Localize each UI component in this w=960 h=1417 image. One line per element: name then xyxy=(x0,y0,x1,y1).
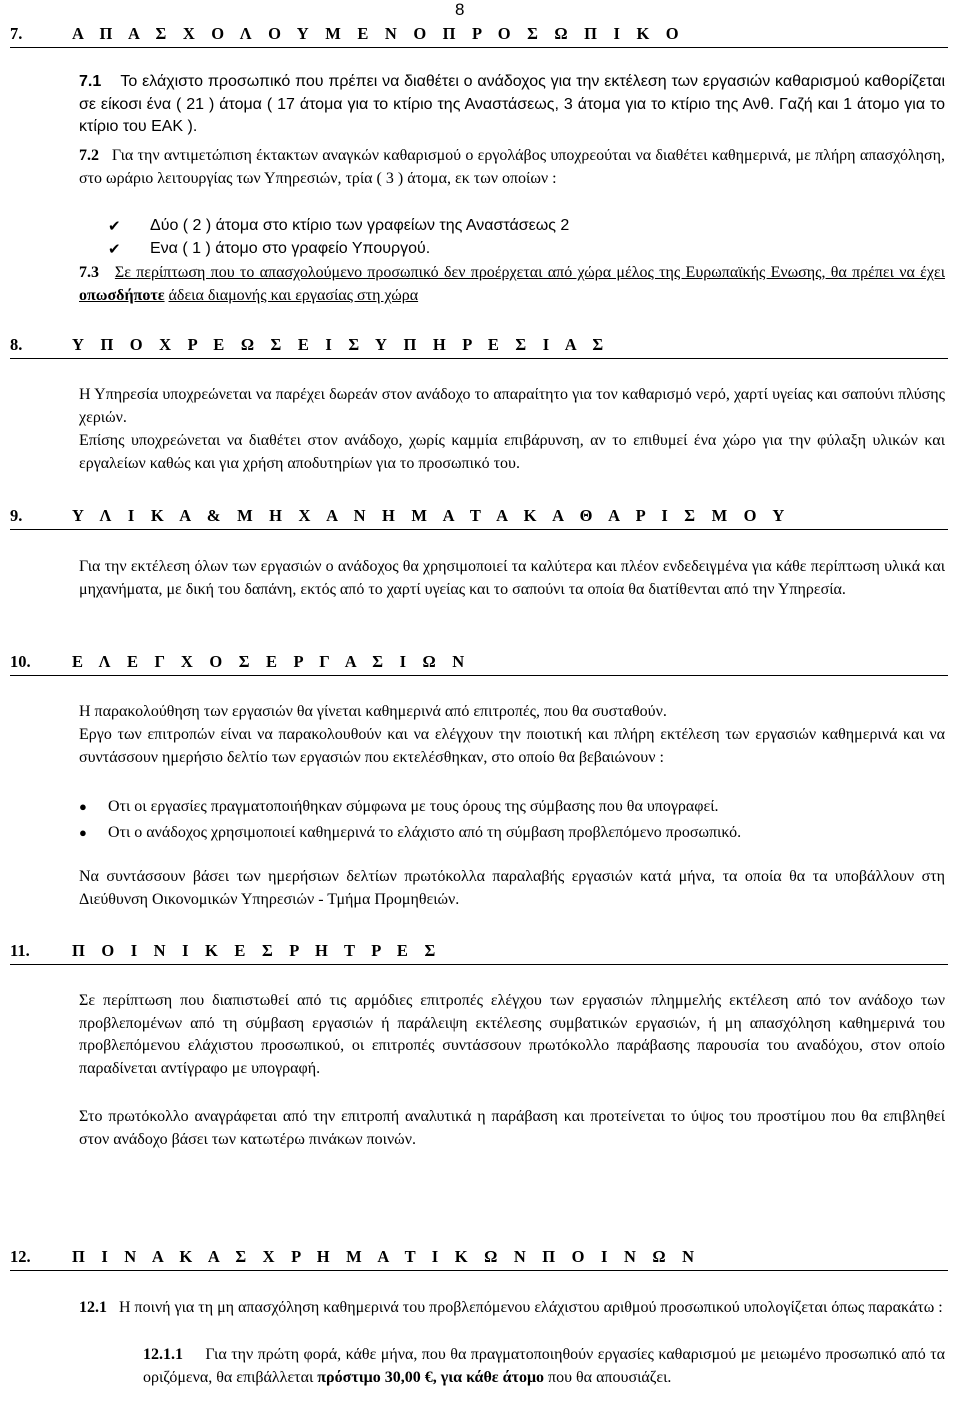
paragraph-12-1-1-number: 12.1.1 xyxy=(143,1346,183,1363)
paragraph-10-3: Να συντάσσουν βάσει των ημερήσιων δελτίων πρωτόκολλα παραλαβής εργασιών κατά μήνα, τα οποία θα τα υποβάλλουν στη Διεύθυνση Οικονομικών Υπηρεσιών - Τμήμα Προμηθειών. xyxy=(79,868,945,908)
paragraph-8-2: Επίσης υποχρεώνεται να διαθέτει στον ανάδοχο, χωρίς καμμία επιβάρυνση, αν το επιθυμεί ένα χώρο για την φύλαξη υλικών και εργαλείων καθώς και για χρήση αποδυτηρίων για το προσωπικό του. xyxy=(79,432,945,472)
paragraph-7-2-text: Για την αντιμετώπιση έκτακτων αναγκών καθαρισμού ο εργολάβος υποχρεούται να διαθέτει καθημερινά, με πλήρη απασχόληση, στο ωράριο λειτουργίας των Υπηρεσιών, τρία ( 3 ) άτομα, εκ των οποίων : xyxy=(79,147,946,187)
paragraph-11-2: Στο πρωτόκολλο αναγράφεται από την επιτροπή αναλυτικά η παράβαση και προτείνεται το ύψος του προστίμου που θα επιβληθεί στον ανάδοχο βάσει των κατωτέρω πινάκων ποινών. xyxy=(79,1108,945,1148)
section-10-number: 10. xyxy=(10,652,31,671)
section-7-title: Α Π Α Σ Χ Ο Λ Ο Υ Μ Ε Ν Ο Π Ρ Ο Σ Ω Π Ι Κ Ο xyxy=(72,24,682,43)
section-11-title: Π Ο Ι Ν Ι Κ Ε Σ Ρ Η Τ Ρ Ε Σ xyxy=(72,941,439,960)
check-item-2: Ενα ( 1 ) άτομο στο γραφείο Υπουργού. xyxy=(150,240,431,257)
paragraph-10-2: Εργο των επιτροπών είναι να παρακολουθούν και να ελέγχουν την ποιοτική και πλήρη εκτέλεση των εργασιών καθημερινά και να συντάσσουν ημερήσιο δελτίο των εργασιών που εκτελέσθηκαν, στο οποίο θα βεβαιώνουν : xyxy=(79,726,945,766)
paragraph-12-1-1-text-a: Για την πρώτη φορά, κάθε μήνα, που θα πραγματοποιηθούν εργασίες καθαρισμού με μειωμένο προσωπικό από τα οριζόμενα, θα επιβάλλεται xyxy=(143,1346,945,1386)
paragraph-7-3-bold: οπωσδήποτε xyxy=(79,286,165,304)
section-9-heading xyxy=(10,506,948,530)
section-8-title: Υ Π Ο Χ Ρ Ε Ω Σ Ε Ι Σ Υ Π Η Ρ Ε Σ Ι Α Σ xyxy=(72,335,607,354)
paragraph-7-1 xyxy=(79,71,945,139)
section-9-number: 9. xyxy=(10,506,23,525)
paragraph-12-1-1 xyxy=(143,1344,945,1389)
paragraph-7-3 xyxy=(79,262,945,307)
bullet-icon: ● xyxy=(79,799,87,814)
paragraph-9-1: Για την εκτέλεση όλων των εργασιών ο ανάδοχος θα χρησιμοποιεί τα καλύτερα και πλέον ενδεδειγμένα για κάθε περίπτωση υλικά και μηχανήματα, με δική του δαπάνη, εκτός από το χαρτί υγείας και το σαπούνι τα οποία θα διατίθενται από την Υπηρεσία. xyxy=(79,558,945,598)
bullet-icon: ● xyxy=(79,825,87,840)
paragraph-12-1-number: 12.1 xyxy=(79,1299,107,1316)
paragraph-7-3-text-b: άδεια διαμονής και εργασίας στη χώρα xyxy=(168,286,419,304)
section-11-heading xyxy=(10,941,948,965)
paragraph-7-1-number: 7.1 xyxy=(79,73,102,90)
section-10-title: Ε Λ Ε Γ Χ Ο Σ Ε Ρ Γ Α Σ Ι Ω Ν xyxy=(72,652,468,671)
section-8-heading xyxy=(10,335,948,359)
checkmark-icon: ✔ xyxy=(108,242,121,258)
paragraph-8-1: Η Υπηρεσία υποχρεώνεται να παρέχει δωρεάν στον ανάδοχο το απαραίτητο για τον καθαρισμό νερό, χαρτί υγείας και σαπούνι πλύσης χεριών. xyxy=(79,386,945,426)
paragraph-11-1: Σε περίπτωση που διαπιστωθεί από τις αρμόδιες επιτροπές ελέγχου των εργασιών πλημμελής εκτέλεση από τον ανάδοχο των προβλεπομένων από τη σύμβαση εργασιών ή παράλειψη εκτέλεσης συμβατικών εργασιών, ή μη απασχόληση καθημερινά του προβλεπόμενου ελάχιστου προσωπικού, οι επιτροπές συντάσσουν πρωτόκολλο παράβασης παρουσία του αναδόχου, στον οποίο παραδίνεται αντίγραφο με υπογραφή. xyxy=(79,992,945,1077)
section-12-heading xyxy=(10,1247,948,1271)
section-11-number: 11. xyxy=(10,941,30,960)
section-9-title: Υ Λ Ι Κ Α & Μ Η Χ Α Ν Η Μ Α Τ Α Κ Α Θ Α Ρ Ι Σ Μ Ο Υ xyxy=(72,506,788,525)
paragraph-12-1-text: Η ποινή για τη μη απασχόληση καθημερινά του προβλεπόμενου ελάχιστου αριθμού προσωπικού υπολογίζεται όπως παρακάτω : xyxy=(119,1299,943,1316)
section-7-number: 7. xyxy=(10,24,23,43)
paragraph-12-1-1-text-b: που θα απουσιάζει. xyxy=(548,1368,672,1386)
paragraph-7-3-text-a: Σε περίπτωση που το απασχολούμενο προσωπικό δεν προέρχεται από χώρα μέλος της Ευρωπαϊκής Ενωσης, θα πρέπει να έχει xyxy=(114,264,946,281)
paragraph-7-1-text: Το ελάχιστο προσωπικό που πρέπει να διαθέτει ο ανάδοχος για την εκτέλεση των εργασιών καθαρισμού καθορίζεται σε είκοσι ένα ( 21 ) άτομα ( 17 άτομα για το κτίριο της Αναστάσεως, 3 άτομα για το κτίριο της Ανθ. Γαζή και 1 άτομο για το κτίριο του ΕΑΚ ). xyxy=(79,73,946,135)
page-number: 8 xyxy=(455,0,465,19)
paragraph-10-1: Η παρακολούθηση των εργασιών θα γίνεται καθημερινά από επιτροπές, που θα συσταθούν. xyxy=(79,703,667,720)
section-12-title: Π Ι Ν Α Κ Α Σ Χ Ρ Η Μ Α Τ Ι Κ Ω Ν Π Ο Ι Ν Ω Ν xyxy=(72,1247,698,1266)
paragraph-7-2-number: 7.2 xyxy=(79,147,99,164)
section-7-heading xyxy=(10,24,948,48)
paragraph-7-3-number: 7.3 xyxy=(79,264,99,281)
checkmark-icon: ✔ xyxy=(108,219,121,235)
bullet-item-1: Οτι οι εργασίες πραγματοποιήθηκαν σύμφωνα με τους όρους της σύμβασης που θα υπογραφεί. xyxy=(108,798,719,815)
paragraph-12-1-1-bold: πρόστιμο 30,00 €, για κάθε άτομο xyxy=(317,1368,545,1386)
paragraph-7-2 xyxy=(79,145,945,190)
paragraph-12-1 xyxy=(79,1297,945,1320)
section-12-number: 12. xyxy=(10,1247,31,1266)
section-10-heading xyxy=(10,652,948,676)
section-8-number: 8. xyxy=(10,335,23,354)
check-item-1: Δύο ( 2 ) άτομα στο κτίριο των γραφείων της Αναστάσεως 2 xyxy=(150,217,570,234)
bullet-item-2: Οτι ο ανάδοχος χρησιμοποιεί καθημερινά το ελάχιστο από τη σύμβαση προβλεπόμενο προσωπικό. xyxy=(108,824,742,841)
